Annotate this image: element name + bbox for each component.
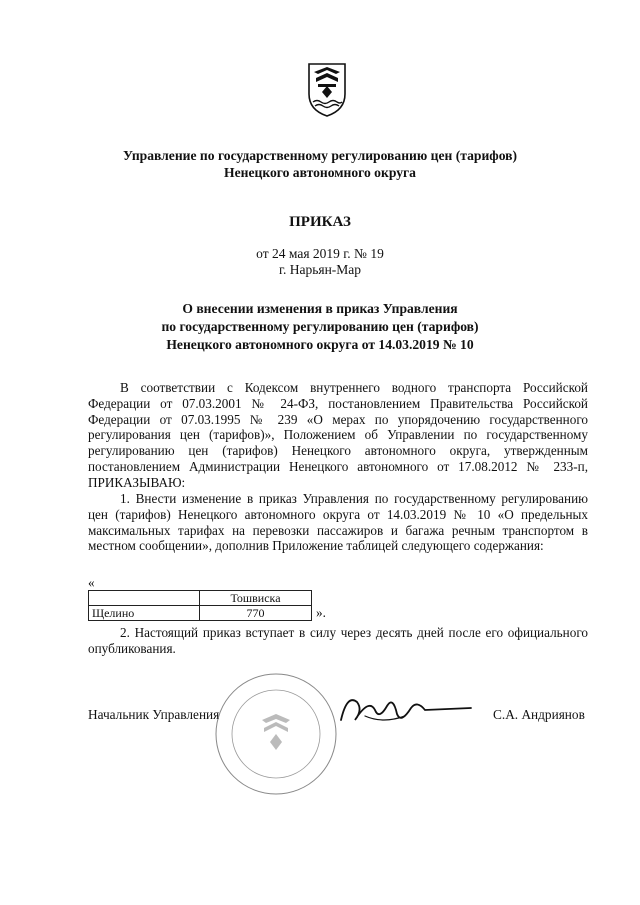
organization-name-line1: Управление по государственному регулированию цен (тарифов) [122, 148, 518, 163]
document-title: ПРИКАЗ [289, 214, 351, 230]
organization-name-line2: Ненецкого автономного округа [224, 165, 416, 180]
subject-line1: О внесении изменения в приказ Управления [182, 301, 458, 316]
table-row [89, 606, 312, 621]
table-row-value: 770 [200, 606, 312, 621]
signatory-name: С.А. Андриянов [493, 707, 585, 722]
subject-line2: по государственному регулированию цен (тарифов) [161, 319, 479, 334]
document-date-number: от 24 мая 2019 г. № 19 [256, 246, 384, 261]
coat-of-arms-emblem [306, 58, 348, 118]
clause-2-paragraph: 2. Настоящий приказ вступает в силу через десять дней после его официального опубликования. [88, 625, 588, 656]
closing-quote: ». [316, 605, 326, 620]
document-city: г. Нарьян-Мар [278, 262, 362, 277]
table-header-row [89, 591, 312, 606]
tariff-table [88, 590, 312, 621]
signatory-position: Начальник Управления [88, 707, 220, 722]
clause-1-paragraph: 1. Внести изменение в приказ Управления по государственному регулированию цен (тарифов) Ненецкого автономного округа от 14.03.2019 № 10 «О предельных максимальных тарифах на перевозки пассажиров и багажа речным транспортом в местном сообщении», дополнив Приложение таблицей следующего содержания: [88, 491, 588, 554]
table-row-label: Щелино [89, 606, 200, 621]
preamble-paragraph: В соответствии с Кодексом внутреннего водного транспорта Российской Федерации от 07.03.2001 № 24-ФЗ, постановлением Правительства Российской Федерации от 07.03.1995 № 239 «О мерах по упорядочению государственного регулирования цен (тарифов)», Положением об Управлении по государственному регулированию цен (тарифов) Ненецкого автономного округа, утвержденным постановлением Администрации Ненецкого автономного от 17.08.2012 № 233-п, ПРИКАЗЫВАЮ: [88, 380, 588, 490]
handwritten-signature [335, 680, 475, 736]
official-seal-stamp [212, 670, 340, 798]
table-header-empty-cell [89, 591, 200, 606]
subject-line3: Ненецкого автономного округа от 14.03.2019 № 10 [166, 337, 474, 352]
table-header-cell: Тошвиска [200, 591, 312, 606]
opening-quote: « [88, 575, 95, 590]
